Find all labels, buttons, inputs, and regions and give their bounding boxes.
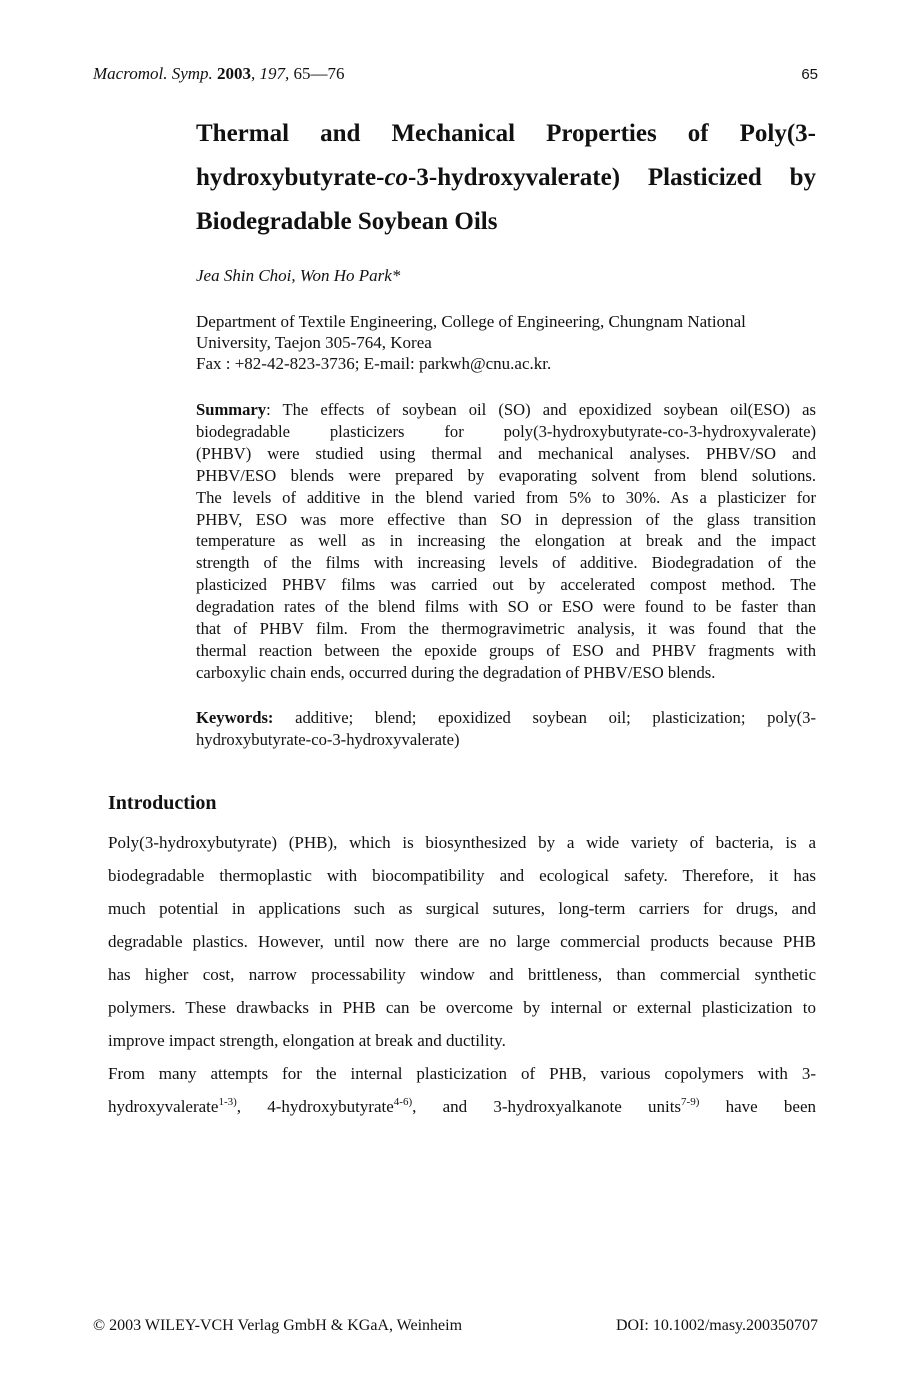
keywords [196, 707, 816, 751]
summary-line: strength of the films with increasing levels of additive. Biodegradation of the [196, 553, 816, 573]
summary-line: degradation rates of the blend films with SO or ESO were found to be faster than [196, 597, 816, 617]
keywords-label: Keywords: [196, 708, 274, 727]
summary-line: thermal reaction between the epoxide groups of ESO and PHBV fragments with [196, 640, 816, 660]
body-line: Poly(3-hydroxybutyrate) (PHB), which is biosynthesized by a wide variety of bacteria, is a [108, 833, 816, 852]
body-line: polymers. These drawbacks in PHB can be overcome by internal or external plasticization to [108, 998, 816, 1017]
citation: 7-9) [681, 1096, 700, 1108]
summary-line: plasticized PHBV films was carried out by accelerated compost method. The [196, 575, 816, 595]
affiliation-line-3: Fax : +82-42-823-3736; E-mail: parkwh@cnu.ac.kr. [196, 354, 552, 373]
body-line: degradable plastics. However, until now there are no large commercial products because PHB [108, 932, 816, 951]
body-line: From many attempts for the internal plasticization of PHB, various copolymers with 3- [108, 1064, 816, 1083]
summary-line: PHBV/ESO blends were prepared by evaporating solvent from blend solutions. [196, 465, 816, 485]
body-line: improve impact strength, elongation at break and ductility. [108, 1031, 506, 1050]
title-line-3: Biodegradable Soybean Oils [196, 208, 498, 235]
page-number: 65 [801, 66, 818, 83]
authors: Jea Shin Choi, Won Ho Park* [196, 266, 401, 285]
body-line-with-citations: hydroxyvalerate$^{1-3)}$, 4-hydroxybutyrate$^{4-6)}$, and 3-hydroxyalkanote units$^{7-9)}$ have been [108, 1096, 816, 1116]
keywords-line-2: hydroxybutyrate-co-3-hydroxyvalerate) [196, 730, 460, 749]
body-line: biodegradable thermoplastic with biocompatibility and ecological safety. Therefore, it has [108, 866, 816, 885]
title-line-2: hydroxybutyrate-co-3-hydroxyvalerate) Plasticized by [196, 164, 816, 191]
summary-line: biodegradable plasticizers for poly(3-hydroxybutyrate-co-3-hydroxyvalerate) [196, 421, 816, 441]
doi: DOI: 10.1002/masy.200350707 [615, 1317, 818, 1334]
body-line: much potential in applications such as surgical sutures, long-term carriers for drugs, and [108, 899, 816, 918]
journal-pages: 65—76 [293, 64, 345, 83]
summary-line: Summary: The effects of soybean oil (SO) and epoxidized soybean oil(ESO) as [196, 400, 816, 419]
citation: 1-3) [218, 1096, 237, 1108]
summary-line: carboxylic chain ends, occurred during the degradation of PHBV/ESO blends. [196, 662, 716, 682]
summary-label: Summary [196, 400, 267, 419]
copyright: © 2003 WILEY-VCH Verlag GmbH & KGaA, Weinheim [93, 1317, 463, 1334]
journal-year: 2003 [217, 64, 252, 83]
summary-line: The levels of additive in the blend varied from 5% to 30%. As a plasticizer for [196, 487, 816, 507]
journal-name: Macromol. Symp. [93, 64, 213, 83]
summary-line: that of PHBV film. From the thermogravimetric analysis, it was found that the [196, 619, 816, 639]
title-line-1: Thermal and Mechanical Properties of Poly(3- [196, 120, 816, 147]
affiliation [196, 311, 816, 374]
journal-volume: 197 [259, 64, 286, 83]
section-heading-introduction: Introduction [108, 792, 217, 814]
citation: 4-6) [393, 1096, 413, 1108]
affiliation-line-2: University, Taejon 305-764, Korea [196, 333, 432, 352]
keywords-line-1: Keywords: additive; blend; epoxidized soybean oil; plasticization; poly(3- [196, 708, 816, 727]
summary-line: PHBV, ESO was more effective than SO in depression of the glass transition [196, 509, 816, 529]
body-line: has higher cost, narrow processability window and brittleness, than commercial synthetic [108, 965, 816, 984]
paper-title [196, 112, 816, 244]
summary [196, 399, 816, 684]
summary-line: (PHBV) were studied using thermal and mechanical analyses. PHBV/SO and [196, 443, 816, 463]
introduction-body [108, 826, 816, 1123]
affiliation-line-1: Department of Textile Engineering, College of Engineering, Chungnam National [196, 312, 746, 331]
journal-citation: Macromol. Symp. 2003, 197, 65—76 [93, 64, 345, 83]
summary-line: temperature as well as in increasing the elongation at break and the impact [196, 531, 816, 551]
